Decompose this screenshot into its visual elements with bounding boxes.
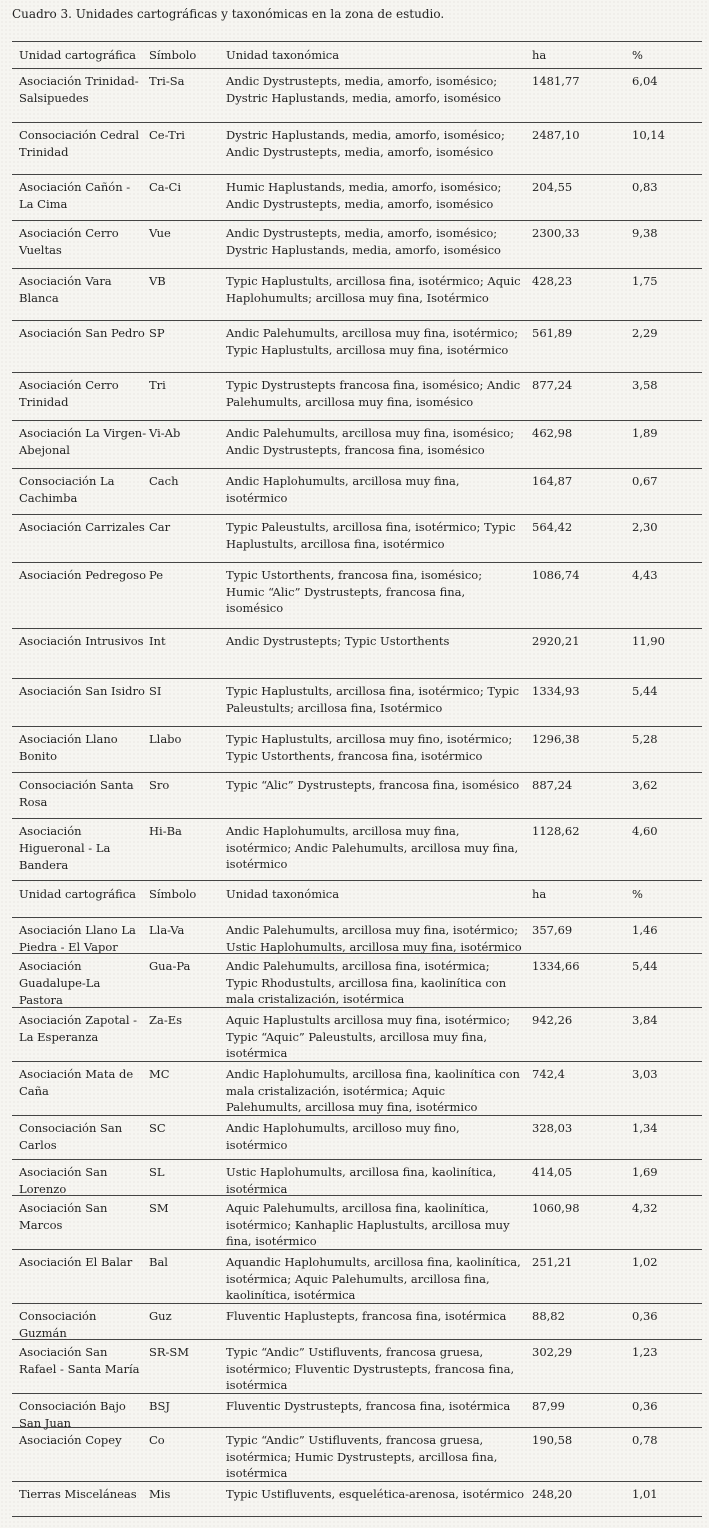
cell-unit: Asociación Mata de Caña: [19, 1067, 134, 1098]
cell-ha: 877,24: [532, 378, 573, 392]
cell-pct: 1,02: [632, 1255, 658, 1269]
cell-ha: 248,20: [532, 1487, 573, 1501]
cell-symbol: Lla-Va: [149, 923, 185, 937]
cell-unit: Asociación Trinidad-Salsipuedes: [19, 74, 139, 105]
table-row: [12, 1159, 702, 1195]
cell-unit: Asociación Higueronal - La Bandera: [19, 824, 111, 872]
cell-unit: Consociación La Cachimba: [19, 474, 115, 505]
header-symbol: Símbolo: [149, 887, 197, 901]
cell-symbol: VB: [149, 274, 166, 288]
cell-symbol: Guz: [149, 1309, 172, 1323]
cell-ha: 1334,93: [532, 684, 580, 698]
header-taxon: Unidad taxonómica: [226, 887, 340, 901]
cell-unit: Asociación Vara Blanca: [19, 274, 112, 305]
table-row: [12, 818, 702, 880]
cell-unit: Asociación Zapotal - La Esperanza: [19, 1013, 138, 1044]
cell-taxon: Typic Haplustults, arcillosa fina, isotérmico; Typic Paleustults; arcillosa fina, Isotérmico: [226, 684, 520, 715]
cell-ha: 887,24: [532, 778, 573, 792]
cell-ha: 1296,38: [532, 732, 580, 746]
cell-pct: 1,75: [632, 274, 658, 288]
cell-ha: 204,55: [532, 180, 573, 194]
cell-ha: 164,87: [532, 474, 573, 488]
cell-pct: 3,84: [632, 1013, 658, 1027]
cell-unit: Asociación Guadalupe-La Pastora: [19, 959, 101, 1007]
cell-unit: Consociación Cedral Trinidad: [19, 128, 140, 159]
table-row: [12, 1481, 702, 1517]
cell-unit: Asociación Cerro Vueltas: [19, 226, 119, 257]
table-row: [12, 1339, 702, 1393]
table-row: [12, 420, 702, 468]
table-row: [12, 268, 702, 320]
table-row: [12, 1303, 702, 1339]
table-row: [12, 1115, 702, 1159]
table-row: [12, 917, 702, 953]
cell-pct: 0,36: [632, 1309, 658, 1323]
cell-taxon: Typic Dystrustepts francosa fina, isomésico; Andic Palehumults, arcillosa muy fina, isomésico: [226, 378, 521, 409]
cell-ha: 88,82: [532, 1309, 565, 1323]
cell-symbol: Za-Es: [149, 1013, 183, 1027]
header-pct: %: [632, 48, 643, 62]
cell-symbol: SR-SM: [149, 1345, 190, 1359]
cell-symbol: SP: [149, 326, 165, 340]
cell-taxon: Typic Ustorthents, francosa fina, isomésico; Humic “Alic” Dystrustepts, francosa fina, isomésico: [226, 568, 483, 615]
cell-unit: Asociación Pedregoso: [19, 568, 147, 582]
cell-taxon: Typic Paleustults, arcillosa fina, isotérmico; Typic Haplustults, arcillosa fina, isotérmico: [226, 520, 516, 551]
cell-taxon: Typic Haplustults, arcillosa fina, isotérmico; Aquic Haplohumults; arcillosa muy fina, Isotérmico: [226, 274, 521, 305]
cell-symbol: SC: [149, 1121, 166, 1135]
cell-unit: Tierras Misceláneas: [19, 1487, 137, 1501]
cell-ha: 328,03: [532, 1121, 573, 1135]
cell-unit: Asociación Carrizales: [19, 520, 145, 534]
cell-pct: 1,89: [632, 426, 658, 440]
table-row: [12, 953, 702, 1007]
table-row: [12, 468, 702, 514]
cell-taxon: Andic Palehumults, arcillosa muy fina, isomésico; Andic Dystrustepts, francosa fina, isomésico: [226, 426, 514, 457]
cell-taxon: Andic Palehumults, arcillosa muy fina, isotérmico; Typic Haplustults, arcillosa muy fina, isotérmico: [226, 326, 519, 357]
cell-symbol: Tri: [149, 378, 166, 392]
cell-symbol: Vue: [149, 226, 171, 240]
cell-pct: 5,28: [632, 732, 658, 746]
cell-pct: 1,34: [632, 1121, 658, 1135]
table-row: [12, 1427, 702, 1481]
cell-pct: 11,90: [632, 634, 665, 648]
cell-taxon: Andic Haplohumults, arcilloso muy fino, isotérmico: [226, 1121, 460, 1152]
table-row: [12, 174, 702, 220]
cell-taxon: Typic Ustifluvents, esquelética-arenosa, isotérmico: [226, 1487, 524, 1501]
table-row: [12, 628, 702, 678]
cell-taxon: Dystric Haplustands, media, amorfo, isomésico; Andic Dystrustepts, media, amorfo, isomésico: [226, 128, 505, 159]
cell-symbol: SL: [149, 1165, 165, 1179]
cell-pct: 4,43: [632, 568, 658, 582]
table-row: [12, 1061, 702, 1115]
cell-unit: Asociación San Marcos: [19, 1201, 108, 1232]
table-row: [12, 68, 702, 122]
cell-unit: Asociación Llano La Piedra - El Vapor: [19, 923, 136, 954]
cell-unit: Asociación San Isidro: [19, 684, 145, 698]
cell-ha: 414,05: [532, 1165, 573, 1179]
cell-pct: 6,04: [632, 74, 658, 88]
table-row: [12, 726, 702, 772]
cell-ha: 564,42: [532, 520, 573, 534]
cell-pct: 1,69: [632, 1165, 658, 1179]
cell-symbol: BSJ: [149, 1399, 170, 1413]
cell-ha: 2920,21: [532, 634, 580, 648]
header-ha: ha: [532, 48, 547, 62]
cell-taxon: Andic Haplohumults, arcillosa muy fina, isotérmico; Andic Palehumults, arcillosa muy fina, isotérmico: [226, 824, 519, 871]
cell-unit: Asociación Cañón - La Cima: [19, 180, 131, 211]
cell-pct: 0,67: [632, 474, 658, 488]
cell-taxon: Andic Dystrustepts, media, amorfo, isomésico; Dystric Haplustands, media, amorfo, isomésico: [226, 74, 501, 105]
cell-taxon: Andic Haplohumults, arcillosa muy fina, isotérmico: [226, 474, 460, 505]
cell-taxon: Andic Dystrustepts, media, amorfo, isomésico; Dystric Haplustands, media, amorfo, isomésico: [226, 226, 501, 257]
cell-pct: 1,01: [632, 1487, 658, 1501]
cell-pct: 0,36: [632, 1399, 658, 1413]
cell-symbol: Bal: [149, 1255, 168, 1269]
cell-symbol: Cach: [149, 474, 179, 488]
cell-pct: 5,44: [632, 959, 658, 973]
cell-symbol: Int: [149, 634, 166, 648]
cell-unit: Asociación El Balar: [19, 1255, 133, 1269]
cell-unit: Asociación Llano Bonito: [19, 732, 118, 763]
cell-taxon: Ustic Haplohumults, arcillosa fina, kaolinítica, isotérmica: [226, 1165, 497, 1196]
table-row: [12, 1195, 702, 1249]
cell-ha: 1060,98: [532, 1201, 580, 1215]
cell-unit: Consociación Guzmán: [19, 1309, 97, 1340]
cell-unit: Consociación San Carlos: [19, 1121, 123, 1152]
cell-unit: Consociación Santa Rosa: [19, 778, 134, 809]
cell-symbol: Co: [149, 1433, 165, 1447]
table-row: [12, 678, 702, 726]
soil-units-table: [12, 41, 702, 1517]
cell-pct: 4,32: [632, 1201, 658, 1215]
cell-taxon: Fluventic Dystrustepts, francosa fina, isotérmica: [226, 1399, 511, 1413]
cell-unit: Asociación Intrusivos: [19, 634, 144, 648]
cell-ha: 190,58: [532, 1433, 573, 1447]
cell-pct: 10,14: [632, 128, 665, 142]
table-row: [12, 122, 702, 174]
cell-ha: 561,89: [532, 326, 573, 340]
header-unit: Unidad cartográfica: [19, 48, 137, 62]
cell-ha: 87,99: [532, 1399, 565, 1413]
table-header-row: [12, 880, 702, 917]
cell-symbol: SM: [149, 1201, 169, 1215]
cell-symbol: Hi-Ba: [149, 824, 182, 838]
table-row: [12, 562, 702, 628]
header-unit: Unidad cartográfica: [19, 887, 137, 901]
cell-symbol: SI: [149, 684, 162, 698]
cell-taxon: Typic “Andic” Ustifluvents, francosa gruesa, isotérmico; Fluventic Dystrustepts, francosa fina, isotérmica: [226, 1345, 515, 1392]
table-header-row: [12, 41, 702, 68]
cell-ha: 942,26: [532, 1013, 573, 1027]
cell-pct: 0,78: [632, 1433, 658, 1447]
header-ha: ha: [532, 887, 547, 901]
cell-ha: 357,69: [532, 923, 573, 937]
cell-pct: 3,58: [632, 378, 658, 392]
cell-taxon: Typic “Andic” Ustifluvents, francosa gruesa, isotérmica; Humic Dystrustepts, arcillosa fina, isotérmica: [226, 1433, 498, 1480]
cell-pct: 9,38: [632, 226, 658, 240]
table-caption: Cuadro 3. Unidades cartográficas y taxonómicas en la zona de estudio.: [12, 7, 445, 21]
table-row: [12, 514, 702, 562]
cell-ha: 251,21: [532, 1255, 573, 1269]
cell-taxon: Aquic Palehumults, arcillosa fina, kaolinítica, isotérmico; Kanhaplic Haplustults, arcillosa muy fina, isotérmico: [226, 1201, 510, 1248]
cell-taxon: Fluventic Haplustepts, francosa fina, isotérmica: [226, 1309, 507, 1323]
cell-ha: 1086,74: [532, 568, 580, 582]
cell-symbol: Gua-Pa: [149, 959, 191, 973]
table-row: [12, 1393, 702, 1430]
cell-symbol: MC: [149, 1067, 170, 1081]
table-row: [12, 1249, 702, 1303]
header-pct: %: [632, 887, 643, 901]
cell-ha: 2300,33: [532, 226, 580, 240]
cell-unit: Asociación San Lorenzo: [19, 1165, 108, 1196]
cell-symbol: Llabo: [149, 732, 182, 746]
cell-pct: 1,23: [632, 1345, 658, 1359]
cell-pct: 3,62: [632, 778, 658, 792]
cell-taxon: Humic Haplustands, media, amorfo, isomésico; Andic Dystrustepts, media, amorfo, isomésico: [226, 180, 502, 211]
cell-pct: 3,03: [632, 1067, 658, 1081]
table-row: [12, 772, 702, 818]
cell-pct: 1,46: [632, 923, 658, 937]
header-taxon: Unidad taxonómica: [226, 48, 340, 62]
cell-ha: 1481,77: [532, 74, 580, 88]
cell-taxon: Typic “Alic” Dystrustepts, francosa fina, isomésico: [226, 778, 520, 792]
cell-taxon: Andic Palehumults, arcillosa fina, isotérmica; Typic Rhodustults, arcillosa fina, kaolinítica con mala cristalización, isotérmica: [226, 959, 507, 1006]
table-row: [12, 220, 702, 268]
cell-unit: Asociación San Rafael - Santa María: [19, 1345, 140, 1376]
cell-ha: 1128,62: [532, 824, 580, 838]
cell-symbol: Sro: [149, 778, 170, 792]
cell-unit: Asociación San Pedro: [19, 326, 145, 340]
cell-pct: 2,29: [632, 326, 658, 340]
cell-taxon: Typic Haplustults, arcillosa muy fino, isotérmico; Typic Ustorthents, francosa fina, isotérmico: [226, 732, 513, 763]
cell-taxon: Andic Dystrustepts; Typic Ustorthents: [226, 634, 450, 648]
cell-ha: 462,98: [532, 426, 573, 440]
table-row: [12, 372, 702, 420]
header-symbol: Símbolo: [149, 48, 197, 62]
cell-symbol: Car: [149, 520, 171, 534]
cell-symbol: Mis: [149, 1487, 171, 1501]
cell-unit: Asociación Cerro Trinidad: [19, 378, 119, 409]
cell-unit: Asociación Copey: [19, 1433, 122, 1447]
table-row: [12, 320, 702, 372]
cell-unit: Asociación La Virgen-Abejonal: [19, 426, 147, 457]
table-row: [12, 1007, 702, 1061]
cell-pct: 0,83: [632, 180, 658, 194]
cell-symbol: Pe: [149, 568, 164, 582]
cell-symbol: Ce-Tri: [149, 128, 185, 142]
cell-symbol: Tri-Sa: [149, 74, 185, 88]
cell-taxon: Andic Haplohumults, arcillosa fina, kaolinítica con mala cristalización, isotérmica; Aquic Palehumults, arcillosa muy fina, isotérmico: [226, 1067, 520, 1114]
cell-pct: 4,60: [632, 824, 658, 838]
cell-pct: 2,30: [632, 520, 658, 534]
cell-ha: 1334,66: [532, 959, 580, 973]
cell-ha: 302,29: [532, 1345, 573, 1359]
cell-symbol: Vi-Ab: [149, 426, 181, 440]
cell-pct: 5,44: [632, 684, 658, 698]
cell-taxon: Aquic Haplustults arcillosa muy fina, isotérmico; Typic “Aquic” Paleustults, arcillosa muy fina, isotérmica: [226, 1013, 511, 1060]
cell-ha: 742,4: [532, 1067, 565, 1081]
cell-ha: 428,23: [532, 274, 573, 288]
cell-taxon: Andic Palehumults, arcillosa muy fina, isotérmico; Ustic Haplohumults, arcillosa muy fina, isotérmico: [226, 923, 522, 954]
cell-unit: Consociación Bajo San Juan: [19, 1399, 126, 1430]
cell-symbol: Ca-Ci: [149, 180, 182, 194]
cell-taxon: Aquandic Haplohumults, arcillosa fina, kaolinítica, isotérmica; Aquic Palehumults, arcillosa fina, kaolinítica, isotérmica: [226, 1255, 521, 1302]
cell-ha: 2487,10: [532, 128, 580, 142]
